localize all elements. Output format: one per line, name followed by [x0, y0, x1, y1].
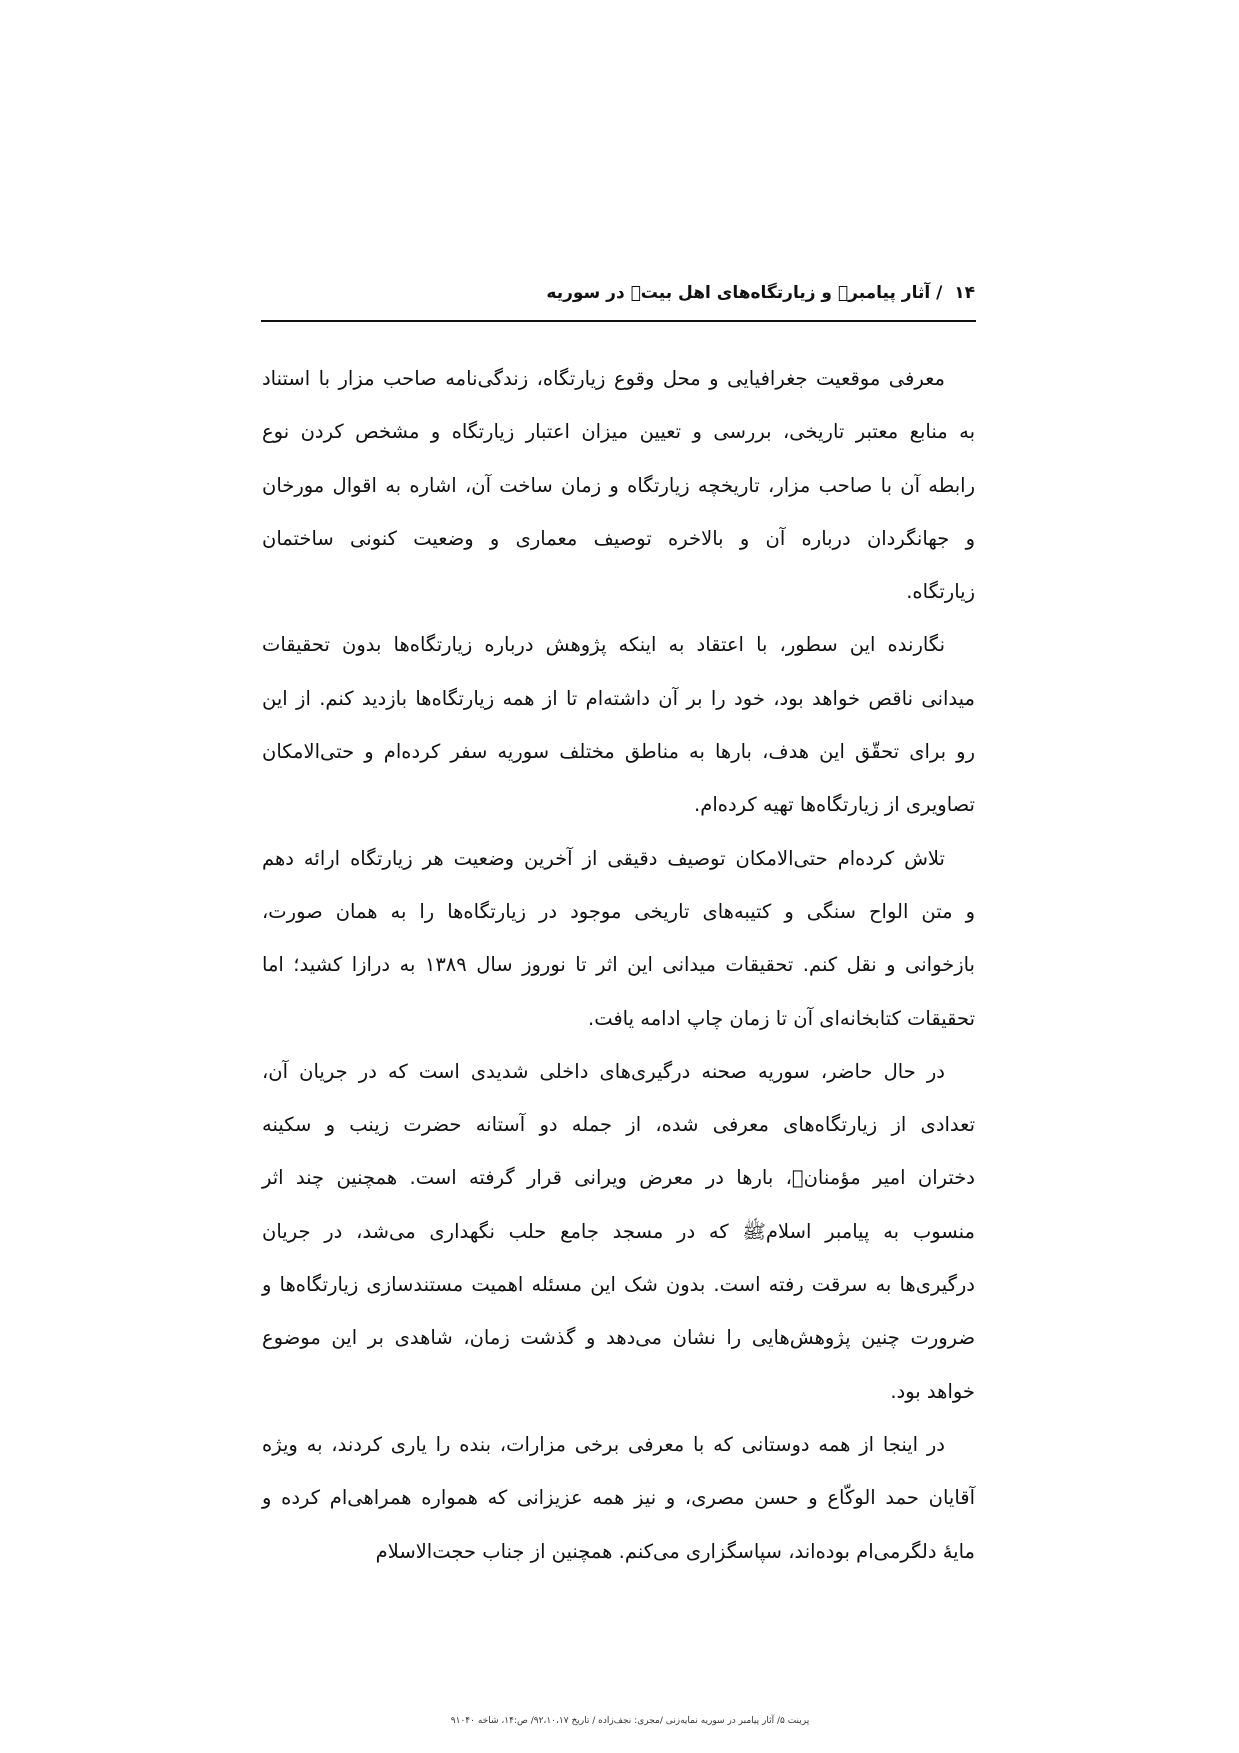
header-rule: [261, 320, 976, 322]
text-line: زیارتگاه.: [906, 580, 975, 604]
paragraph: [262, 352, 975, 618]
header-separator: /: [936, 283, 943, 303]
text-line: بازخوانی و نقل کنم. تحقیقات میدانی این اثر تا نوروز سال ۱۳۸۹ به درازا کشید؛ اما: [262, 953, 975, 977]
page-number: ۱۴: [954, 283, 975, 303]
text-line: به منابع معتبر تاریخی، بررسی و تعیین میزان اعتبار زیارتگاه و مشخص کردن نوع: [262, 420, 975, 444]
text-line: در اینجا از همه دوستانی که با معرفی برخی مزارات، بنده را یاری کردند، به ویژه: [262, 1432, 945, 1456]
text-line: و متن الواح سنگی و کتیبه‌های تاریخی موجود در زیارتگاه‌ها را به همان صورت،: [262, 899, 975, 923]
text-line: و جهانگردان درباره آن و بالاخره توصیف معماری و وضعیت کنونی ساختمان: [262, 526, 975, 550]
text-line: رابطه آن با صاحب مزار، تاریخچه زیارتگاه و زمان ساخت آن، اشاره به اقوال مورخان: [262, 473, 975, 497]
text-line: تلاش کرده‌ام حتی‌الامکان توصیف دقیقی از آخرین وضعیت هر زیارتگاه ارائه دهم: [262, 846, 945, 870]
text-line: میدانی ناقص خواهد بود، خود را بر آن داشته‌ام تا از همه زیارتگاه‌ها بازدید کنم. از این: [262, 686, 975, 710]
print-footer: پرینت ۵/ آثار پیامبر در سوریه نمایه‌زنی /مجری: نجف‌زاده / تاریخ ۹۲،۱۰،۱۷/ ص:۱۴، شاخه ۹۱۰۴۰: [450, 1716, 810, 1726]
text-line: نگارنده این سطور، با اعتقاد به اینکه پژوهش درباره زیارتگاه‌ها بدون تحقیقات: [262, 633, 945, 657]
text-line: در حال حاضر، سوریه صحنه درگیری‌های داخلی شدیدی است که در جریان آن،: [262, 1059, 945, 1083]
paragraph: [262, 618, 975, 831]
text-line: تعدادی از زیارتگاه‌های معرفی شده، از جمله دو آستانه حضرت زینب و سکینه: [262, 1113, 975, 1137]
running-header: [262, 283, 975, 313]
paragraph: [262, 1045, 975, 1418]
text-line: تصاویری از زیارتگاه‌ها تهیه کرده‌ام.: [694, 793, 975, 817]
paragraph: [262, 832, 975, 1045]
paragraph: [262, 1418, 975, 1578]
text-line: منسوب به پیامبر اسلامﷺ که در مسجد جامع حلب نگهداری می‌شد، در جریان: [262, 1219, 975, 1243]
text-line: دختران امیر مؤمنانؑ، بارها در معرض ویرانی قرار گرفته است. همچنین چند اثر: [262, 1166, 975, 1190]
text-line: درگیری‌ها به سرقت رفته است. بدون شک این مسئله اهمیت مستندسازی زیارتگاه‌ها و: [262, 1273, 975, 1297]
text-line: رو برای تحقّق این هدف، بارها به مناطق مختلف سوریه سفر کرده‌ام و حتی‌الامکان: [262, 740, 975, 764]
text-line: معرفی موقعیت جغرافیایی و محل وقوع زیارتگاه، زندگی‌نامه صاحب مزار با استناد: [262, 367, 945, 390]
text-line: مایهٔ دلگرمی‌ام بوده‌اند، سپاسگزاری می‌کنم. همچنین از جناب حجت‌الاسلام: [375, 1539, 975, 1563]
text-line: تحقیقات کتابخانه‌ای آن تا زمان چاپ ادامه یافت.: [588, 1006, 975, 1030]
running-title: آثار پیامبرﷺ و زیارتگاه‌های اهل بیتؑ در سوریه: [546, 283, 931, 303]
text-line: ضرورت چنین پژوهش‌هایی را نشان می‌دهد و گذشت زمان، شاهدی بر این موضوع: [262, 1326, 975, 1350]
text-line: خواهد بود.: [890, 1379, 975, 1403]
body-text: [262, 352, 975, 1578]
text-line: آقایان حمد الوکّاع و حسن مصری، و نیز همه عزیزانی که همواره همراهی‌ام کرده و: [262, 1486, 975, 1510]
